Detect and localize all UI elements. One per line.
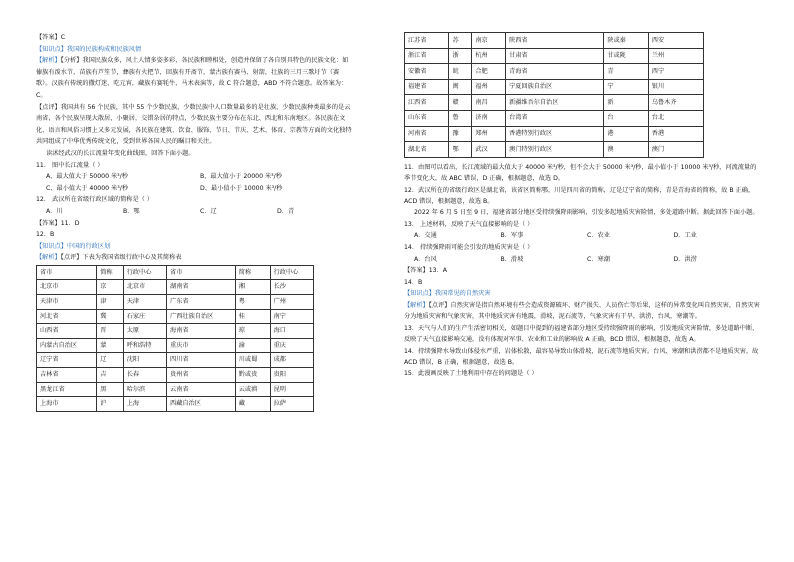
table-cell: 南昌 [472,95,506,111]
table-cell: 吉林省 [37,368,97,383]
table-cell: 陕西省 [506,33,604,49]
header-cell: 行政中心 [270,265,313,280]
table-cell: 闽 [449,79,472,95]
table-cell: 黑 [97,382,123,397]
table-cell: 海口 [270,324,313,339]
reading-instruction: 读沭经武汉的长江流量年变化曲线图，回答下面小题。 [46,149,195,157]
table-cell: 宁 [604,79,648,95]
table-row [37,382,314,397]
question-13: 13． 上述材料，反映了天气直接影响的是（ ） [404,220,534,228]
table-cell: 澳 [604,142,648,158]
province-table [36,265,314,412]
table-cell: 安徽省 [405,64,449,80]
table-header-row [37,265,314,280]
header-cell: 简称 [235,265,270,280]
table-cell: 成都 [270,353,313,368]
table-cell: 昆明 [270,382,313,397]
table-cell: 吉 [97,368,123,383]
question-12-options [36,206,354,218]
table-cell: 河南省 [405,126,449,142]
table-cell: 贵州省 [167,368,236,383]
analysis-text: 【点评】自然灾害是指自然环境有些会造成资源破坏、财产损失、人员伤亡等后果，这样的异常变化叫自然灾害，自然灾害分为地质灾害和气象灾害，其中地质灾害有地震，滑坡，泥石流等，气象灾害有干旱，洪涝，台风，寒潮等。 [404,301,760,321]
table-cell: 香港 [648,126,703,142]
header-cell: 省市 [167,265,236,280]
comment-paragraph: 【点评】我国共有 56 个民族，其中 55 个少数民族，少数民族中人口数量最多的是壮族，少数民族种类最多的是云南省，各个民族呈现大散居，小聚居，交错杂居的特点，少数民族主要分布在东北、西北和东南地区。各民族在文化、语言和风俗习惯上又多元发展，各民族在建筑、饮食、服饰、节日、节庆、艺术、体育、宗教等方面的文化独特共同组成了中华优秀传统文化，受到世界各国人民的瞩目和关注。 [36,103,352,146]
option-d: D．青 [277,207,295,215]
table-cell: 新疆维吾尔自治区 [506,95,604,111]
option-b: B、最大值小于 20000 米³/秒 [200,173,282,181]
option-a: A、最大值大于 50000 米³/秒 [46,173,128,181]
table-cell: 黑龙江省 [37,382,97,397]
table-cell: 西藏自治区 [167,397,236,412]
table-cell: 乌鲁木齐 [648,95,703,111]
table-cell: 新 [604,95,648,111]
analysis-paragraph [36,252,354,264]
answer-label: 12．B [36,231,55,239]
option-b: B．军事 [500,232,524,240]
table-cell: 津 [97,295,123,310]
table-cell: 黔或贵 [235,368,270,383]
table-cell: 合肥 [472,64,506,80]
table-row [405,126,704,142]
table-cell: 蒙 [97,338,123,353]
option-b: B．滑坡 [500,255,524,263]
table-cell: 内蒙古自治区 [37,338,97,353]
table-cell: 鲁 [449,110,472,126]
table-cell: 呼和浩特 [123,338,166,353]
table-cell: 渝 [235,338,270,353]
table-cell: 上海 [123,397,166,412]
option-a: A．交通 [414,232,437,240]
table-cell: 浙江省 [405,48,449,64]
table-cell: 山东省 [405,110,449,126]
knowledge-point: 【知识点】中国的行政区划 [36,242,111,250]
analysis-text: 【点评】下表为我国省级行政中心及其简称表 [60,254,182,262]
answer-label: 14．B [404,278,423,286]
table-cell: 京 [97,280,123,295]
explanation-12: 12．武汉所在的省级行政区是湖北省，该省区简称鄂，川是四川省的简称，辽是辽宁省的简称，青是青海省的简称，故 B 正确，ACD 错误，根据题意，故选 B。 [404,186,755,205]
table-cell: 鄂 [449,142,472,158]
option-a: A．川 [46,207,63,215]
province-table-continued [404,32,704,158]
table-cell: 香港特别行政区 [506,126,604,142]
table-cell: 甘或陇 [604,48,648,64]
table-cell: 北京市 [37,280,97,295]
knowledge-point: 【知识点】我国的民族构成和民族风情 [36,45,142,53]
table-cell: 江西省 [405,95,449,111]
table-cell: 陕或秦 [604,33,648,49]
analysis-tag: 【解析】 [36,57,61,65]
option-b: B．鄂 [123,207,140,215]
table-cell: 贵阳 [270,368,313,383]
table-cell: 兰州 [648,48,703,64]
explanation-11: 11．由图可以看出，长江流域的最大值大于 40000 米³/秒，但不会大于 50000 米³/秒，最小值小于 10000 米³/秒，河流流量的季节变化大，故 ABC 错误，D 正确，根据题意，故选 D。 [404,163,757,183]
table-cell: 湘 [235,280,270,295]
explanation-14: 14．持续强降水导致山体侵水严重，岩体松散，最容易导致山体滑坡，泥石流等地质灾害。台风、寒潮和洪涝都不是地质灾害，故 ACD 错误，B 正确，根据题意，故选 B。 [404,347,759,366]
table-cell: 重庆 [270,338,313,353]
table-cell: 浙 [449,48,472,64]
table-cell: 武汉 [472,142,506,158]
header-cell: 行政中心 [123,265,166,280]
table-row [405,142,704,158]
table-cell: 赣 [449,95,472,111]
table-cell: 甘肃省 [506,48,604,64]
knowledge-point: 【知识点】我国常见的自然灾害 [404,290,491,298]
table-cell: 澳门 [648,142,703,158]
question-14: 14． 持续强降雨可能会引发的地质灾害是（ ） [404,243,534,251]
table-cell: 云或滇 [235,382,270,397]
table-cell: 杭州 [472,48,506,64]
table-cell: 藏 [235,397,270,412]
table-cell: 沪 [97,397,123,412]
option-c: C、最小值大于 40000 米³/秒 [46,184,129,192]
table-cell: 长沙 [270,280,313,295]
table-cell: 江苏省 [405,33,449,49]
table-row [37,309,314,324]
table-cell: 天津市 [37,295,97,310]
table-cell: 晋 [97,324,123,339]
table-cell: 粤 [235,295,270,310]
table-cell: 澳门特别行政区 [506,142,604,158]
table-row [37,338,314,353]
table-cell: 南宁 [270,309,313,324]
question-13-options [404,230,760,242]
analysis-tag: 【解析】 [404,301,429,309]
table-row [405,48,704,64]
answer-label: 【答案】C [36,34,66,41]
option-c: C．农业 [587,232,610,240]
table-cell: 河北省 [37,309,97,324]
table-row [405,110,704,126]
option-d: D．工业 [673,232,697,240]
analysis-paragraph [404,300,760,323]
table-cell: 福建省 [405,79,449,95]
table-cell: 北京市 [123,280,166,295]
table-cell: 台北 [648,110,703,126]
table-cell: 哈尔滨 [123,382,166,397]
table-cell: 苏 [449,33,472,49]
table-cell: 冀 [97,309,123,324]
table-cell: 重庆市 [167,338,236,353]
table-row [37,280,314,295]
table-cell: 石家庄 [123,309,166,324]
table-cell: 南京 [472,33,506,49]
table-row [405,33,704,49]
answer-label: 【答案】13．A [404,267,448,275]
question-11: 11． 图中长江流量（ ） [36,161,104,169]
table-cell: 拉萨 [270,397,313,412]
table-row [37,397,314,412]
table-cell: 福州 [472,79,506,95]
left-column [36,32,354,412]
table-cell: 青 [604,64,648,80]
table-row [37,324,314,339]
table-cell: 银川 [648,79,703,95]
table-cell: 皖 [449,64,472,80]
analysis-text: 【分析】我国民族众多，风土人情多姿多彩，各民族和睦相处，创造并保留了各自别具特色的民族文化：如傣族有泼水节，苗族有芦笙节，彝族有火把节，回族有开斋节，蒙古族有赛马、射箭，壮族的三月三歌圩节（赛歌）。汉族有传统的撒灯迷、吃元宵，藏族有赛牦牛、马术表演等，故 C 符合题意，ABD 不符合题意。故答案为：C。 [36,57,349,99]
table-cell: 山西省 [37,324,97,339]
option-d: D、最小值小于 10000 米³/秒 [200,184,283,192]
question-11-options-row1 [36,171,354,183]
table-cell: 川或蜀 [235,353,270,368]
analysis-paragraph [36,55,354,101]
table-cell: 天津 [123,295,166,310]
table-cell: 上海市 [37,397,97,412]
table-cell: 辽 [97,353,123,368]
header-cell: 省市 [37,265,97,280]
question-14-options [404,254,760,266]
explanation-13: 13．天气与人们的生产生活密切相关，如题目中提到的福建省部分地区受持续强降雨的影响，引发地质灾害险情，多处道路中断，反映了天气直接影响交通，没有体现对军事、农业和工业的影响故 A 正确，BCD 错误，根据题意，故选 A。 [404,324,759,344]
table-cell: 辽宁省 [37,353,97,368]
table-cell: 豫 [449,126,472,142]
table-cell: 宁夏回族自治区 [506,79,604,95]
table-cell: 湖南省 [167,280,236,295]
option-a: A．台风 [414,255,437,263]
table-cell: 台 [604,110,648,126]
right-column [404,32,760,380]
table-cell: 西安 [648,33,703,49]
table-cell: 太原 [123,324,166,339]
table-cell: 广州 [270,295,313,310]
table-cell: 海南省 [167,324,236,339]
table-row [405,95,704,111]
option-c: C．寒潮 [587,255,610,263]
option-c: C．辽 [200,207,217,215]
table-cell: 湖北省 [405,142,449,158]
table-row [405,64,704,80]
analysis-tag: 【解析】 [36,254,61,262]
table-cell: 琼 [235,324,270,339]
reading-instruction: 2022 年 6 月 5 日至 9 日，福建省部分地区受持续强降雨影响，引发多起地质灾害险情，多处道路中断。据此回答下面小题。 [414,209,759,217]
table-cell: 云南省 [167,382,236,397]
table-cell: 台湾省 [506,110,604,126]
question-12: 12． 武汉所在省级行政区域的简称是（ ） [36,196,153,204]
table-cell: 广东省 [167,295,236,310]
answer-label: 【答案】11．D [36,219,80,227]
table-cell: 济南 [472,110,506,126]
table-cell: 港 [604,126,648,142]
option-d: D．洪涝 [673,255,697,263]
table-cell: 长春 [123,368,166,383]
question-15: 15．此漫画反映了土地利用中存在的问题是（ ） [404,370,538,378]
table-cell: 郑州 [472,126,506,142]
province-table-body [405,33,704,158]
province-table-body [37,280,314,411]
table-row [37,295,314,310]
question-11-options-row2 [36,183,354,195]
table-cell: 桂 [235,309,270,324]
table-row [405,79,704,95]
table-row [37,368,314,383]
table-row [37,353,314,368]
header-cell: 简称 [97,265,123,280]
table-cell: 沈阳 [123,353,166,368]
table-cell: 青海省 [506,64,604,80]
table-cell: 广西壮族自治区 [167,309,236,324]
table-cell: 四川省 [167,353,236,368]
table-cell: 西宁 [648,64,703,80]
